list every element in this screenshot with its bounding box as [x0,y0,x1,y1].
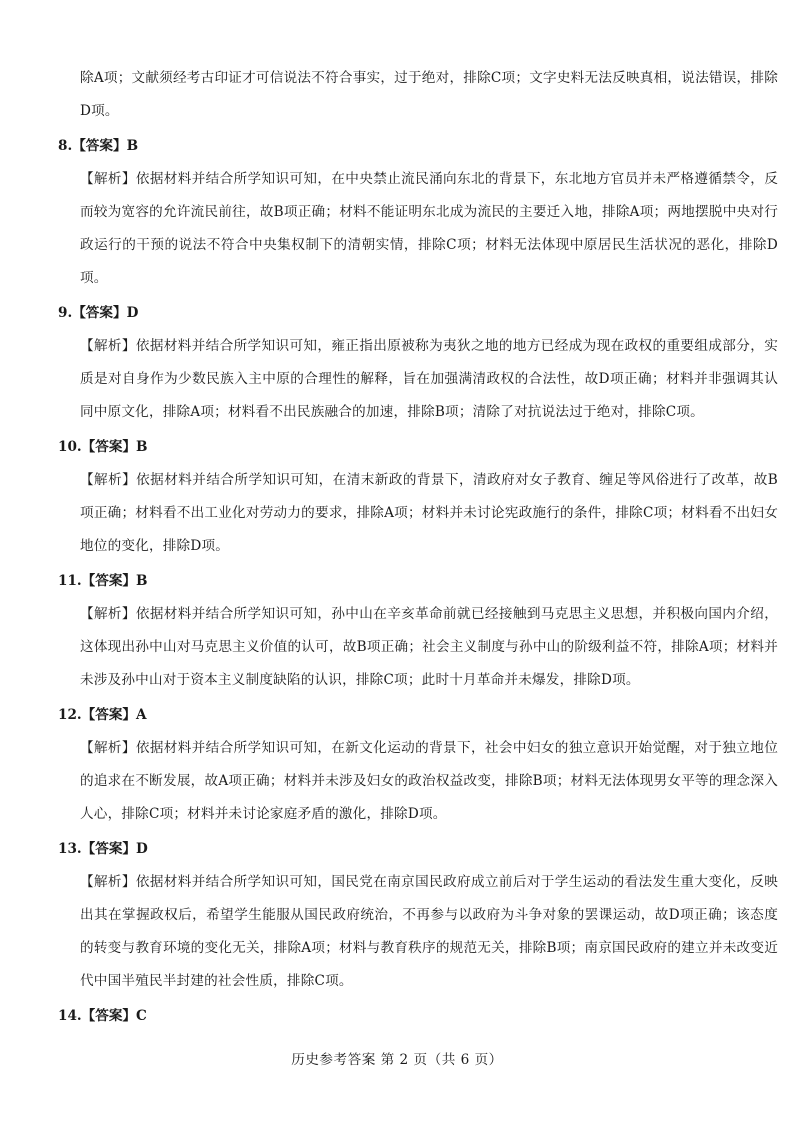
explanation-text: 【解析】依据材料并结合所学知识可知，孙中山在辛亥革命前就已经接触到马克思主义思想，并积极向国内介绍，这体现出孙中山对马克思主义价值的认可，故B项正确；社会主义制度与孙中山的阶级利益不符，排除A项；材料并未涉及孙中山对于资本主义制度缺陷的认识，排除C项；此时十月革命并未爆发，排除D项。 [80,606,778,688]
explanation-text: 【解析】依据材料并结合所学知识可知，国民党在南京国民政府成立前后对于学生运动的看法发生重大变化，反映出其在掌握政权后，希望学生能服从国民政府统治，不再参与以政府为斗争对象的罢课运动，故D项正确；该态度的转变与教育环境的变化无关，排除A项；材料与教育秩序的规范无关，排除B项；南京国民政府的建立并未改变近代中国半殖民半封建的社会性质，排除C项。 [80,874,778,989]
answer-item-9 [58,297,778,429]
answer-content [58,62,778,1033]
explanation-text: 【解析】依据材料并结合所学知识可知，在中央禁止流民涌向东北的背景下，东北地方官员并未严格遵循禁令，反而较为宽容的允许流民前往，故B项正确；材料不能证明东北成为流民的主要迁入地，排除A项；两地摆脱中央对行政运行的干预的说法不符合中央集权制下的清朝实情，排除C项；材料无法体现中原居民生活状况的恶化，排除D项。 [80,171,778,286]
answer-label: 12.【答案】A [58,707,147,723]
answer-label: 11.【答案】B [58,573,148,589]
explanation-text: 【解析】依据材料并结合所学知识可知，雍正指出原被称为夷狄之地的地方已经成为现在政权的重要组成部分，实质是对自身作为少数民族入主中原的合理性的解释，旨在加强满清政权的合法性，故D项正确；材料并非强调其认同中原文化，排除A项；材料看不出民族融合的加速，排除B项；清除了对抗说法过于绝对，排除C项。 [80,338,778,420]
answer-item-12 [58,699,778,831]
explanation-text: 【解析】依据材料并结合所学知识可知，在清末新政的背景下，清政府对女子教育、缠足等风俗进行了改革，故B项正确；材料看不出工业化对劳动力的要求，排除A项；材料并未讨论宪政施行的条件，排除C项；材料看不出妇女地位的变化，排除D项。 [80,472,778,554]
answer-item-11 [58,565,778,697]
answer-item-14 [58,1000,778,1033]
continued-paragraph: 除A项；文献须经考古印证才可信说法不符合事实，过于绝对，排除C项；文字史料无法反映真相，说法错误，排除D项。 [80,70,778,119]
answer-label: 9.【答案】D [58,305,139,321]
explanation-text: 【解析】依据材料并结合所学知识可知，在新文化运动的背景下，社会中妇女的独立意识开始觉醒，对于独立地位的追求在不断发展，故A项正确；材料并未涉及妇女的政治权益改变，排除B项；材料无法体现男女平等的理念深入人心，排除C项；材料并未讨论家庭矛盾的激化，排除D项。 [80,740,778,822]
answer-item-13 [58,833,778,998]
answer-label: 14.【答案】C [58,1008,147,1024]
answer-label: 8.【答案】B [58,138,139,154]
answer-label: 13.【答案】D [58,841,148,857]
answer-item-8 [58,130,778,295]
page-footer: 历史参考答案 第 2 页（共 6 页） [291,1052,503,1068]
answer-label: 10.【答案】B [58,439,148,455]
answer-item-10 [58,431,778,563]
